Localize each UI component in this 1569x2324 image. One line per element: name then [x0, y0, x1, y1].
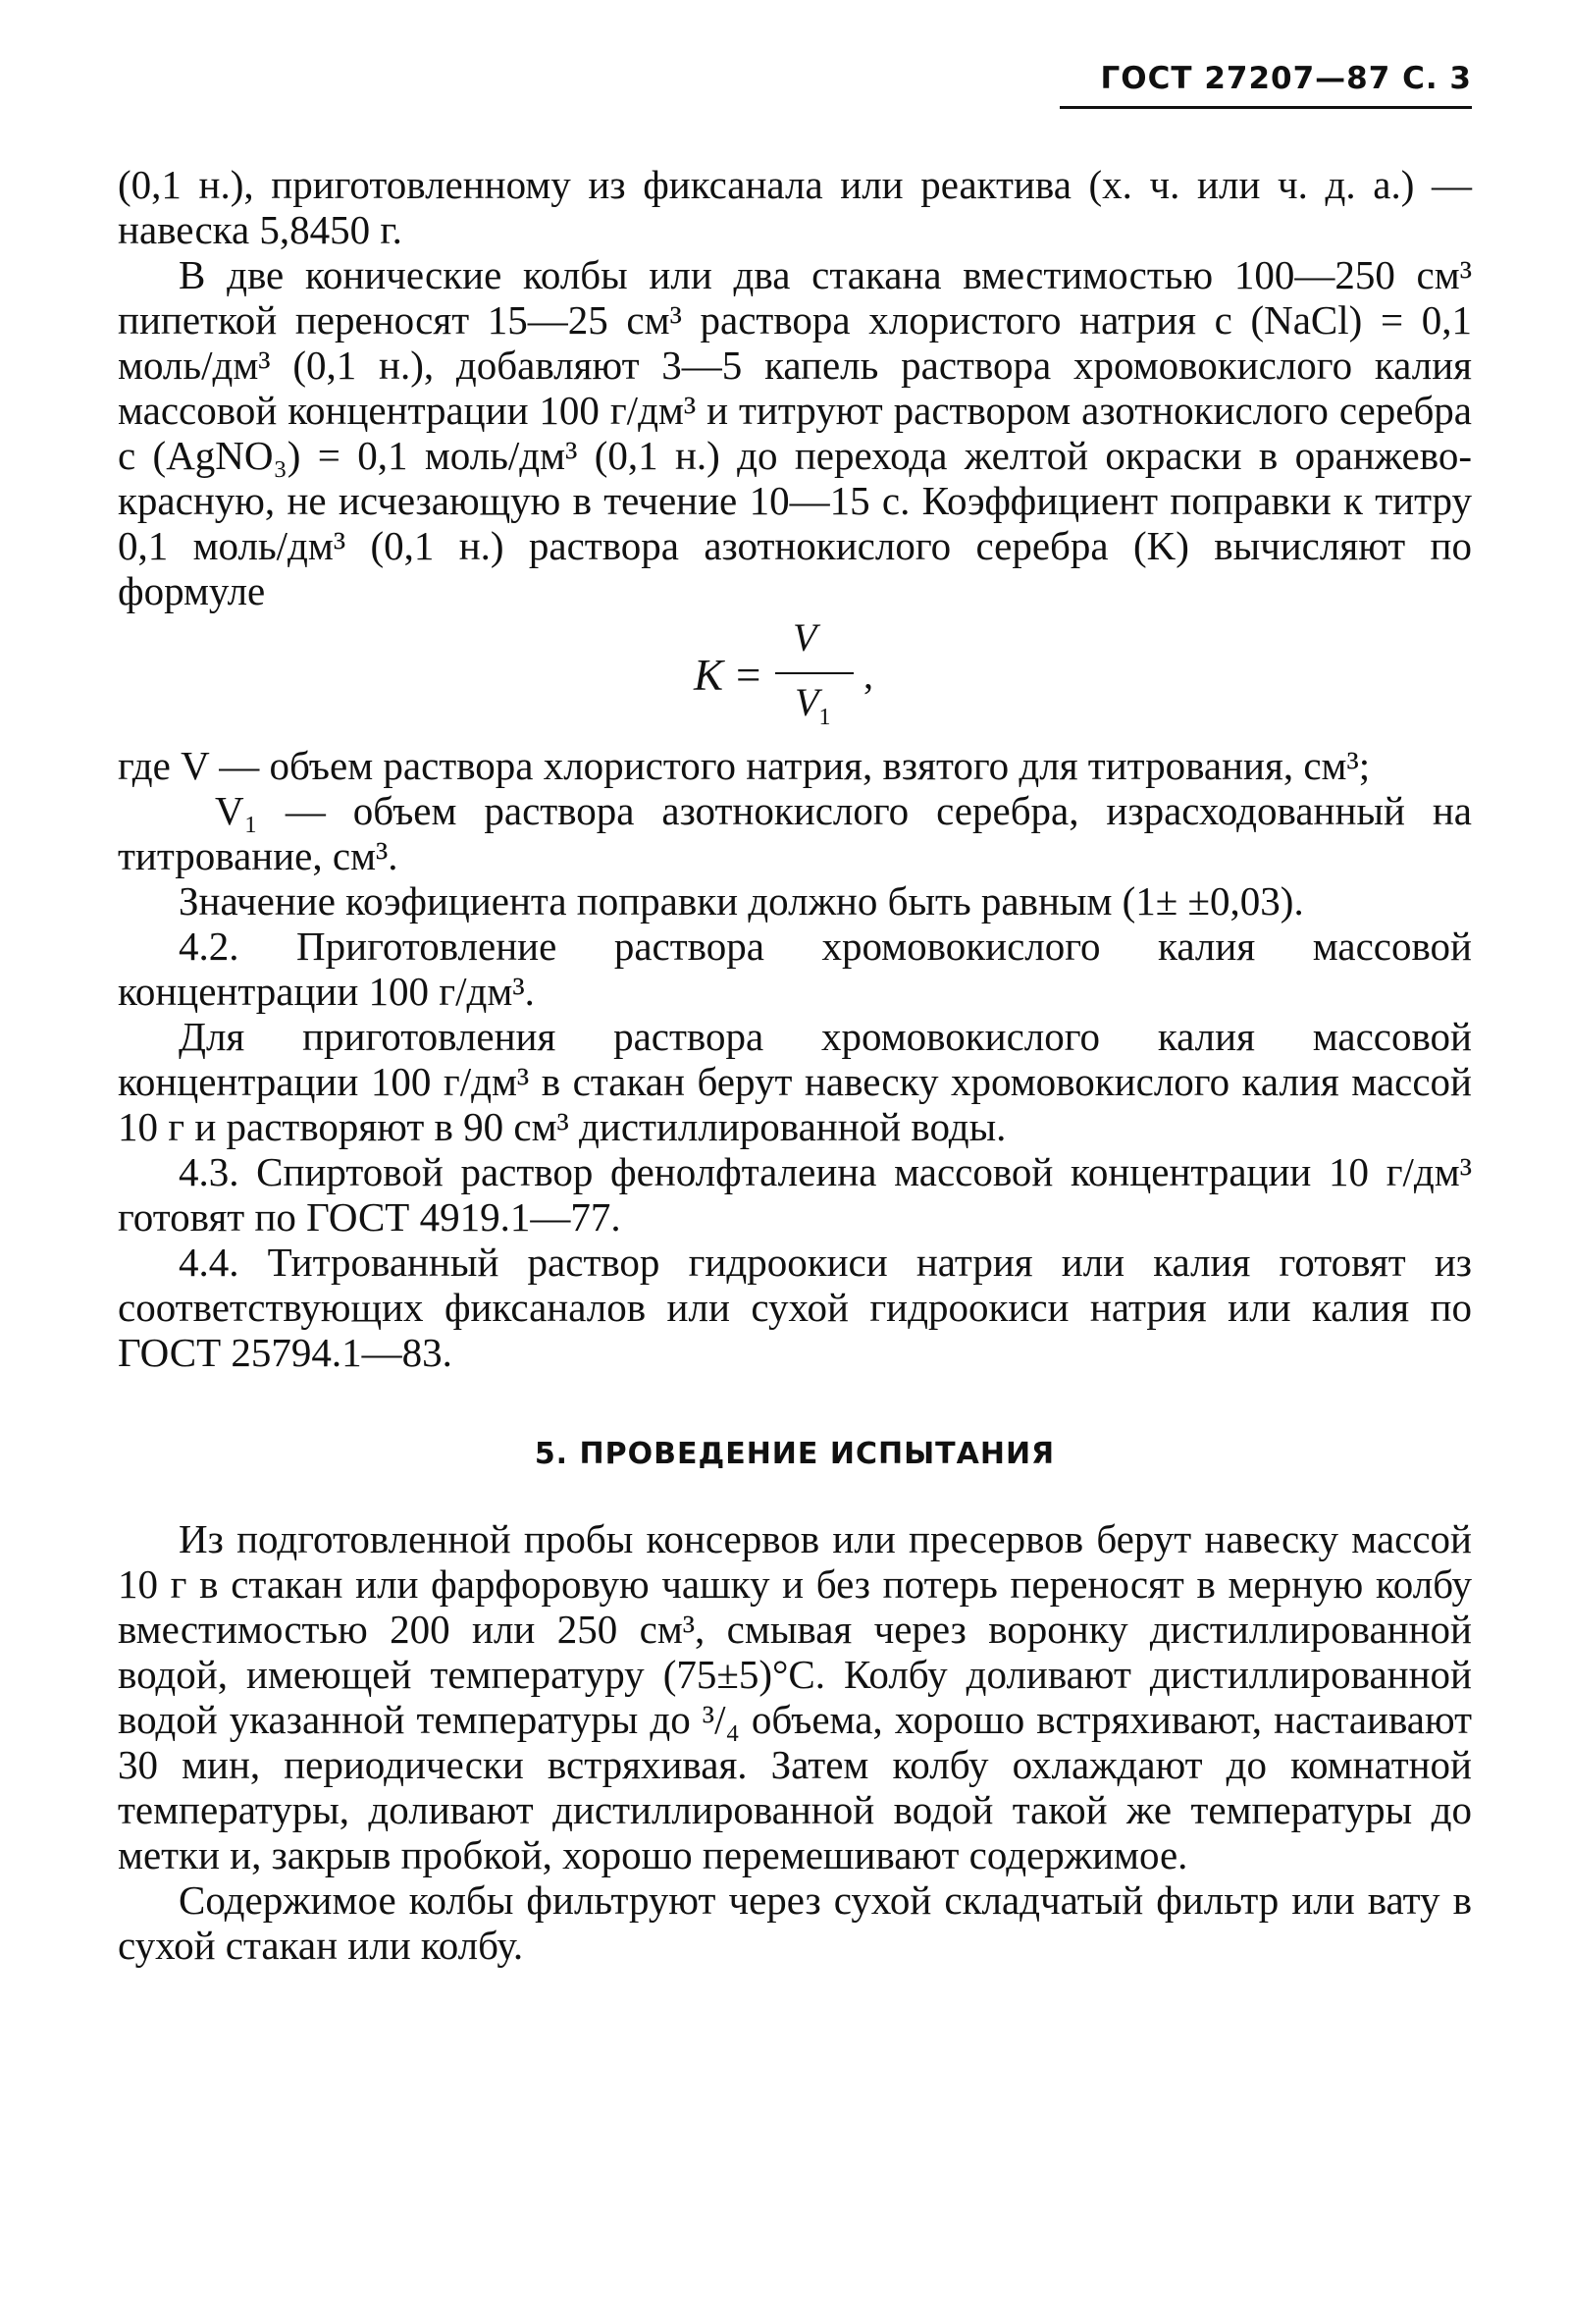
page-header: ГОСТ 27207—87 С. 3	[1060, 61, 1472, 109]
paragraph-4-3: 4.3. Спиртовой раствор фенолфталеина массовой концентрации 10 г/дм³ готовят по ГОСТ 4919.1—77.	[118, 1149, 1472, 1240]
paragraph-test-procedure: Из подготовленной пробы консервов или пресервов берут навеску массой 10 г в стакан или фарфоровую чашку и без потерь переносят в мерную колбу вместимостью 200 или 250 см³, смывая через воронку дистиллированной водой, имеющей температуру (75±5)°С. Колбу доливают дистиллированной водой указанной температуры до ³/₄ объема, хорошо встряхивают, настаивают 30 мин, периодически встряхивая. Затем колбу охлаждают до комнатной температуры, доливают дистиллированной водой такой же температуры до метки и, закрыв пробкой, хорошо перемешивают содержимое.	[118, 1516, 1472, 1877]
formula-numerator: V	[793, 615, 817, 660]
formula-denominator-subscript: 1	[818, 705, 831, 730]
paragraph-coefficient-value: Значение коэфициента поправки должно быть равным (1± ±0,03).	[179, 878, 1304, 924]
definition-v1: V₁ — объем раствора азотнокислого серебра, израсходованный на титрование, см³.	[118, 788, 1472, 878]
paragraph-chromate-prep: Для приготовления раствора хромовокислого калия массовой концентрации 100 г/дм³ в стакан берут навеску хромовокислого калия массой 10 г и растворяют в 90 см³ дистиллированной воды.	[118, 1014, 1472, 1149]
document-body	[118, 162, 1472, 1968]
formula-denominator-symbol: V	[795, 680, 819, 724]
formula-denominator	[795, 680, 830, 740]
formula-correction-coefficient	[118, 613, 1472, 743]
definition-v: где V — объем раствора хлористого натрия, взятого для титрования, см³;	[118, 743, 1371, 788]
paragraph-titration-procedure: В две конические колбы или два стакана вместимостью 100—250 см³ пипеткой переносят 15—25 см³ раствора хлористого натрия c (NaCl) = 0,1 моль/дм³ (0,1 н.), добавляют 3—5 капель раствора хромовокислого калия массовой концентрации 100 г/дм³ и титруют раствором азотнокислого серебра c (AgNO₃) = 0,1 моль/дм³ (0,1 н.) до перехода желтой окраски в оранжево-красную, не исчезающую в течение 10—15 с. Коэффициент поправки к титру 0,1 моль/дм³ (0,1 н.) раствора азотнокислого серебра (K) вычисляют по формуле	[118, 252, 1472, 613]
fraction-bar	[775, 672, 854, 674]
section-title: 5. ПРОВЕДЕНИЕ ИСПЫТАНИЯ	[534, 1437, 1056, 1471]
paragraph-filtering: Содержимое колбы фильтруют через сухой складчатый фильтр или вату в сухой стакан или колбу.	[118, 1877, 1472, 1968]
formula-comma: ,	[863, 653, 873, 697]
formula-equals: =	[736, 651, 761, 700]
formula-lhs: K	[694, 651, 724, 700]
paragraph-4-2: 4.2. Приготовление раствора хромовокислого калия массовой концентрации 100 г/дм³.	[118, 924, 1472, 1014]
paragraph-continued: (0,1 н.), приготовленному из фиксанала или реактива (х. ч. или ч. д. а.) — навеска 5,8450 г.	[118, 162, 1472, 252]
paragraph-4-4: 4.4. Титрованный раствор гидроокиси натрия или калия готовят из соответствующих фиксаналов или сухой гидроокиси натрия или калия по ГОСТ 25794.1—83.	[118, 1240, 1472, 1375]
